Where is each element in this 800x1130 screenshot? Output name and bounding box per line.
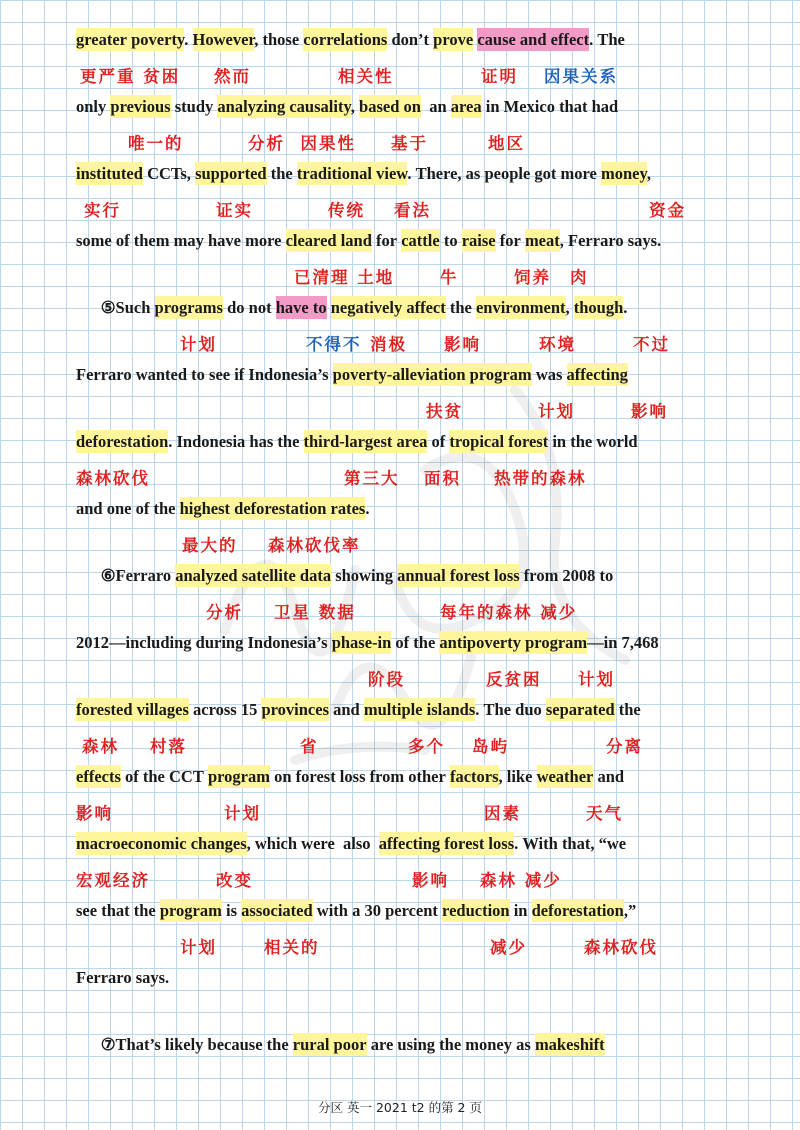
text-segment: see that the: [76, 901, 160, 920]
highlighted-phrase: associated: [241, 901, 313, 920]
highlighted-phrase: tropical forest: [449, 432, 549, 451]
chinese-annotation: 面积: [424, 469, 461, 488]
text-segment: only: [76, 97, 111, 116]
highlighted-phrase: prove: [433, 30, 474, 49]
chinese-annotation: 热带的森林: [494, 469, 587, 488]
chinese-annotation: 岛屿: [472, 737, 509, 756]
chinese-annotation: 消极: [370, 335, 407, 354]
highlighted-phrase: deforestation: [76, 432, 169, 451]
highlighted-phrase: factors: [449, 767, 499, 786]
highlighted-phrase: cause and effect: [477, 30, 590, 49]
chinese-annotation: 资金: [649, 201, 686, 220]
chinese-annotation: 影响: [444, 335, 481, 354]
text-segment: the: [614, 700, 641, 719]
text-segment: was: [531, 365, 567, 384]
text-segment: CCTs,: [142, 164, 196, 183]
highlighted-phrase: makeshift: [534, 1035, 605, 1054]
text-line-7: [76, 430, 776, 454]
chinese-annotation: 森林砍伐: [76, 469, 150, 488]
text-segment: ,: [350, 97, 360, 116]
text-line-10: [76, 631, 776, 655]
highlighted-phrase: program: [159, 901, 222, 920]
highlighted-phrase: area: [450, 97, 482, 116]
highlighted-phrase: cleared land: [285, 231, 372, 250]
text-segment: , like: [498, 767, 537, 786]
chinese-annotation: 计划: [578, 670, 615, 689]
text-segment: ⑦That’s likely because the: [76, 1035, 293, 1054]
chinese-annotation: 影响: [631, 402, 668, 421]
chinese-annotation: 省: [300, 737, 319, 756]
highlighted-phrase: negatively affect: [330, 298, 446, 317]
text-segment: in Mexico that had: [481, 97, 619, 116]
annotation-row-2: [76, 130, 776, 156]
text-segment: showing: [331, 566, 398, 585]
text-segment: of the CCT: [120, 767, 208, 786]
chinese-annotation: 计划: [538, 402, 575, 421]
highlighted-phrase: macroeconomic changes: [76, 834, 247, 853]
chinese-annotation: 分离: [606, 737, 643, 756]
chinese-annotation: 证明: [481, 67, 518, 86]
highlighted-phrase: correlations: [303, 30, 388, 49]
annotation-row-6: [76, 398, 776, 424]
chinese-annotation: 因素: [484, 804, 521, 823]
highlighted-phrase: have to: [275, 298, 327, 317]
chinese-annotation: 卫星 数据: [274, 603, 356, 622]
chinese-annotation: 反贫困: [486, 670, 542, 689]
chinese-annotation: 证实: [216, 201, 253, 220]
annotation-row-13: [76, 867, 776, 893]
text-segment: are using the money as: [366, 1035, 535, 1054]
text-segment: ,: [565, 298, 574, 317]
highlighted-phrase: previous: [110, 97, 171, 116]
text-segment: . The duo: [475, 700, 546, 719]
text-line-6: [76, 363, 776, 387]
highlighted-phrase: supported: [195, 164, 267, 183]
chinese-annotation: 森林砍伐: [584, 938, 658, 957]
highlighted-phrase: provinces: [261, 700, 329, 719]
highlighted-phrase: highest deforestation rates: [179, 499, 366, 518]
highlighted-phrase: third-largest area: [303, 432, 428, 451]
text-segment: with a 30 percent: [312, 901, 443, 920]
chinese-annotation: 地区: [488, 134, 525, 153]
chinese-annotation: 扶贫: [426, 402, 463, 421]
text-segment: and: [593, 767, 625, 786]
highlighted-phrase: forested villages: [76, 700, 189, 719]
text-segment: . Indonesia has the: [168, 432, 304, 451]
text-segment: for: [495, 231, 525, 250]
annotation-row-9: [76, 599, 776, 625]
text-segment: ⑤Such: [76, 298, 155, 317]
text-line-4: [76, 229, 776, 253]
text-line-14: [76, 899, 776, 923]
highlighted-phrase: separated: [545, 700, 615, 719]
chinese-annotation: 多个: [408, 737, 445, 756]
chinese-annotation: 分析 因果性: [248, 134, 356, 153]
chinese-annotation: 天气: [586, 804, 623, 823]
text-segment: Ferraro says.: [76, 968, 170, 987]
text-segment: . The: [589, 30, 625, 49]
text-segment: .: [623, 298, 628, 317]
text-segment: , Ferraro says.: [559, 231, 662, 250]
annotation-row-5: [76, 331, 776, 357]
text-line-5: [76, 296, 776, 320]
text-segment: ,: [646, 164, 651, 183]
text-segment: ,”: [623, 901, 637, 920]
text-segment: from 2008 to: [519, 566, 614, 585]
highlighted-phrase: analyzing causality: [217, 97, 351, 116]
chinese-annotation: 计划: [180, 938, 217, 957]
highlighted-phrase: rural poor: [292, 1035, 367, 1054]
chinese-annotation: 分析: [206, 603, 243, 622]
highlighted-phrase: traditional view: [296, 164, 408, 183]
text-line-2: [76, 95, 776, 119]
text-segment: 2012—including during Indonesia’s: [76, 633, 332, 652]
chinese-annotation: 饲养: [514, 268, 551, 287]
text-segment: across 15: [188, 700, 262, 719]
annotation-row-14: [76, 934, 776, 960]
text-segment: to: [439, 231, 462, 250]
chinese-annotation: 最大的: [182, 536, 238, 555]
highlighted-phrase: though: [573, 298, 624, 317]
highlighted-phrase: phase-in: [331, 633, 392, 652]
text-line-15: [76, 966, 776, 990]
highlighted-phrase: affecting forest loss: [378, 834, 515, 853]
annotation-row-3: [76, 197, 776, 223]
annotation-row-12: [76, 800, 776, 826]
chinese-annotation: 基于: [391, 134, 428, 153]
annotation-row-10: [76, 666, 776, 692]
text-segment: on forest loss from other: [270, 767, 450, 786]
text-line-12: [76, 765, 776, 789]
annotation-row-4: [76, 264, 776, 290]
chinese-annotation: 森林: [82, 737, 119, 756]
highlighted-phrase: annual forest loss: [397, 566, 520, 585]
text-segment: of the: [391, 633, 440, 652]
chinese-annotation: 唯一的: [128, 134, 184, 153]
text-segment: ⑥Ferraro: [76, 566, 176, 585]
annotation-row-11: [76, 733, 776, 759]
text-segment: Ferraro wanted to see if Indonesia’s: [76, 365, 333, 384]
highlighted-phrase: affecting: [566, 365, 628, 384]
text-segment: .: [365, 499, 370, 518]
annotation-row-7: [76, 465, 776, 491]
text-line-8: [76, 497, 776, 521]
highlighted-phrase: deforestation: [531, 901, 624, 920]
highlighted-phrase: effects: [76, 767, 121, 786]
text-segment: an: [420, 97, 451, 116]
chinese-annotation: 森林 减少: [480, 871, 562, 890]
highlighted-phrase: meat: [524, 231, 560, 250]
chinese-annotation: 计划: [224, 804, 261, 823]
chinese-annotation: 村落: [150, 737, 187, 756]
highlighted-phrase: analyzed satellite data: [175, 566, 332, 585]
highlighted-phrase: money: [601, 164, 647, 183]
text-segment: the: [266, 164, 297, 183]
chinese-annotation: 阶段: [368, 670, 405, 689]
highlighted-phrase: weather: [536, 767, 594, 786]
text-segment: in the world: [548, 432, 638, 451]
text-line-3: [76, 162, 776, 186]
chinese-annotation: 已清理 土地: [294, 268, 395, 287]
text-line-11: [76, 698, 776, 722]
highlighted-phrase: multiple islands: [363, 700, 476, 719]
chinese-annotation: 牛: [440, 268, 459, 287]
chinese-annotation: 减少: [490, 938, 527, 957]
text-line-9: [76, 564, 776, 588]
chinese-annotation: 环境: [539, 335, 576, 354]
chinese-annotation: 森林砍伐率: [268, 536, 361, 555]
text-segment: . With that, “we: [514, 834, 627, 853]
chinese-annotation: 第三大: [344, 469, 400, 488]
text-segment: and: [329, 700, 364, 719]
highlighted-phrase: environment: [475, 298, 566, 317]
chinese-annotation: 然而: [214, 67, 251, 86]
chinese-annotation: 相关性: [338, 67, 394, 86]
text-segment: is: [221, 901, 242, 920]
text-segment: , which were also: [246, 834, 379, 853]
chinese-annotation: 肉: [570, 268, 589, 287]
annotation-row-8: [76, 532, 776, 558]
annotation-row-1: [76, 63, 776, 89]
text-line-1: [76, 28, 776, 52]
highlighted-phrase: poverty-alleviation program: [332, 365, 532, 384]
chinese-annotation: 传统: [328, 201, 365, 220]
text-segment: . There, as people got more: [407, 164, 602, 183]
highlighted-phrase: However: [192, 30, 255, 49]
highlighted-phrase: raise: [461, 231, 496, 250]
chinese-annotation: 不过: [633, 335, 670, 354]
text-segment: don’t: [387, 30, 434, 49]
text-segment: do not: [222, 298, 276, 317]
text-segment: the: [445, 298, 476, 317]
chinese-annotation: 宏观经济: [76, 871, 150, 890]
page-footer: 分区 英一 2021 t2 的第 2 页: [318, 1100, 482, 1115]
chinese-annotation: 更严重 贫困: [80, 67, 181, 86]
highlighted-phrase: antipoverty program: [439, 633, 588, 652]
highlighted-phrase: cattle: [401, 231, 440, 250]
highlighted-phrase: programs: [154, 298, 223, 317]
chinese-annotation: 相关的: [264, 938, 320, 957]
highlighted-phrase: program: [207, 767, 270, 786]
chinese-annotation: 不得不: [306, 335, 362, 354]
text-segment: .: [184, 30, 193, 49]
highlighted-phrase: based on: [359, 97, 421, 116]
text-segment: , those: [254, 30, 304, 49]
highlighted-phrase: reduction: [442, 901, 510, 920]
text-segment: study: [170, 97, 218, 116]
chinese-annotation: 每年的森林 减少: [440, 603, 578, 622]
chinese-annotation: 改变: [216, 871, 253, 890]
text-segment: for: [371, 231, 402, 250]
text-segment: in: [509, 901, 532, 920]
chinese-annotation: 计划: [180, 335, 217, 354]
text-segment: —in 7,468: [587, 633, 659, 652]
highlighted-phrase: greater poverty: [76, 30, 185, 49]
chinese-annotation: 看法: [394, 201, 431, 220]
chinese-annotation: 实行: [84, 201, 121, 220]
text-line-13: [76, 832, 776, 856]
chinese-annotation: 影响: [412, 871, 449, 890]
chinese-annotation: 因果关系: [544, 67, 618, 86]
text-line-16: [76, 1033, 776, 1057]
text-segment: some of them may have more: [76, 231, 286, 250]
chinese-annotation: 影响: [76, 804, 113, 823]
text-segment: of: [427, 432, 450, 451]
highlighted-phrase: instituted: [76, 164, 143, 183]
text-segment: and one of the: [76, 499, 180, 518]
